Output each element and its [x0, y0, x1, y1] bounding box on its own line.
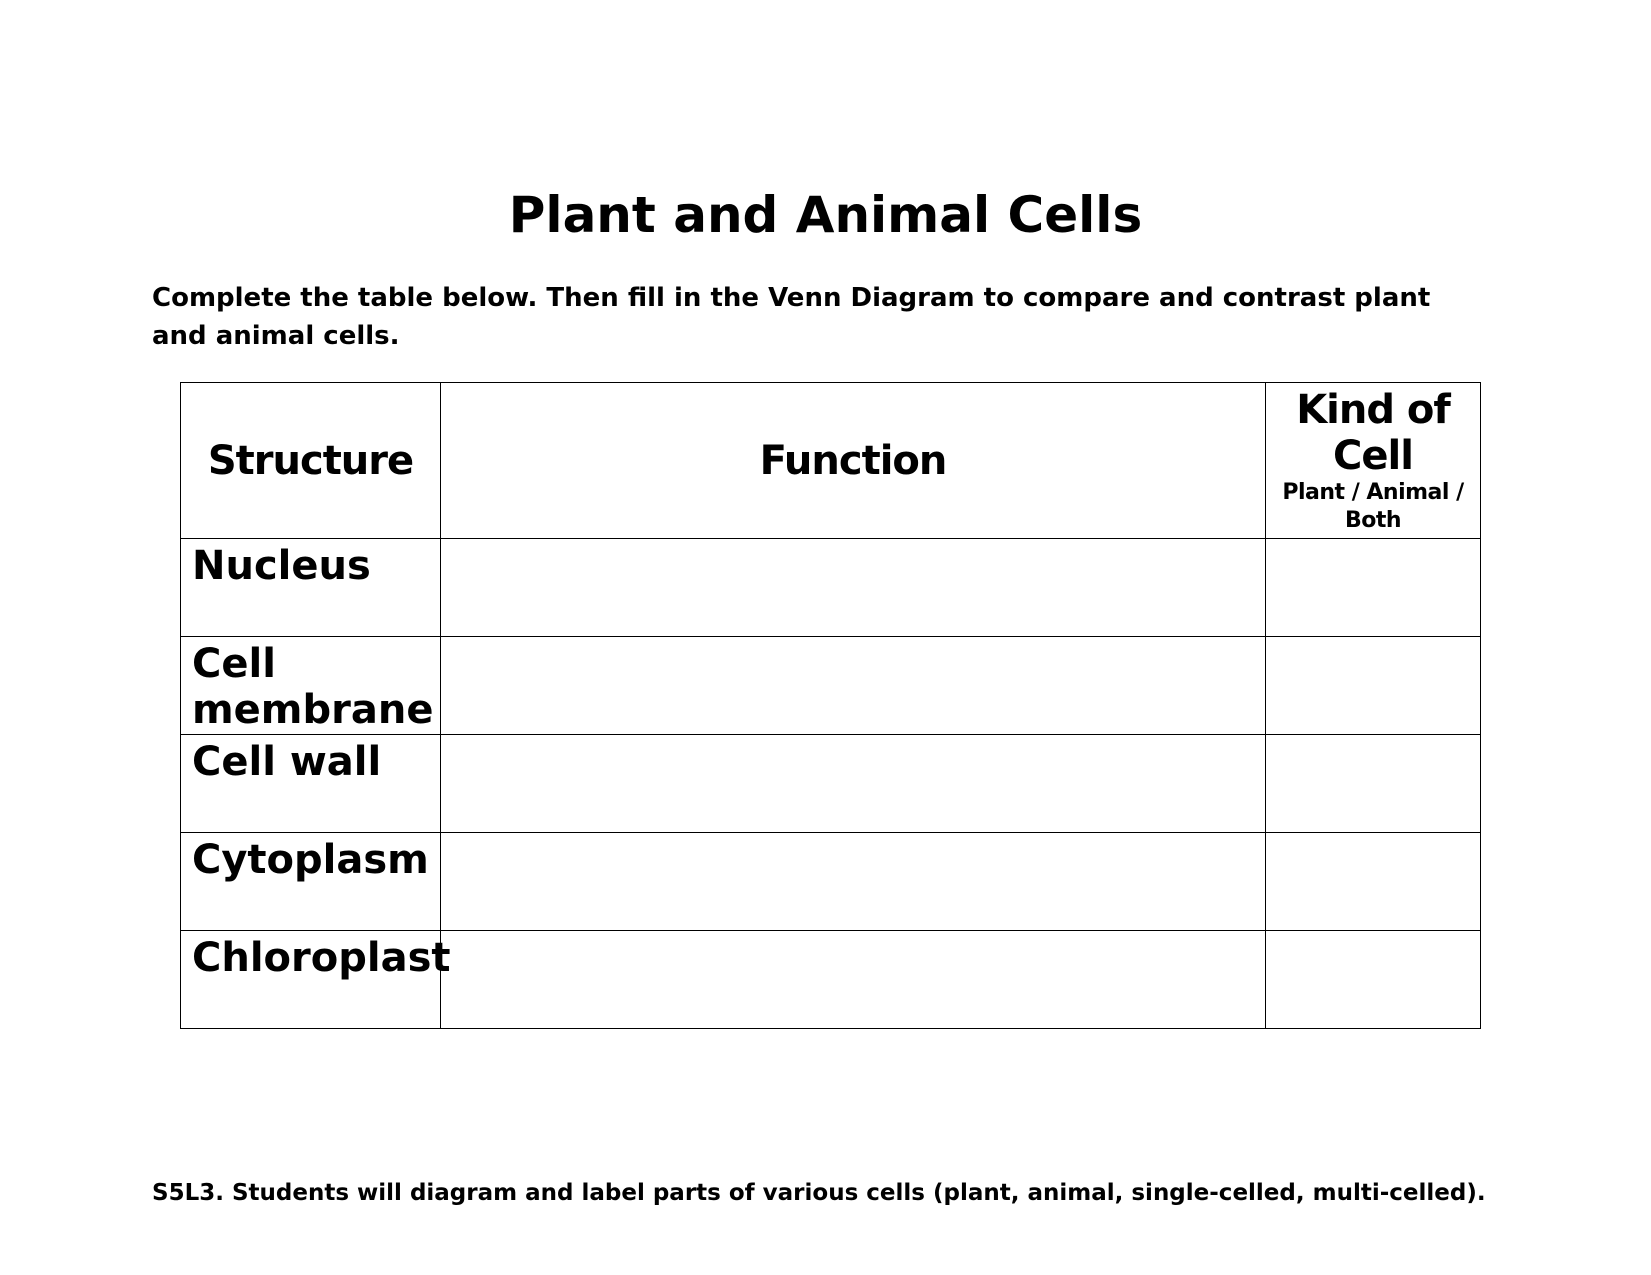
- header-kind-main: Kind of Cell: [1296, 386, 1450, 479]
- table-row: [181, 931, 1481, 1029]
- structure-cell-cell-membrane: Cell membrane: [181, 637, 441, 735]
- table-row: [181, 637, 1481, 735]
- kind-cell-cell-membrane[interactable]: [1266, 637, 1481, 735]
- header-kind-of-cell: [1266, 383, 1481, 539]
- kind-cell-cytoplasm[interactable]: [1266, 833, 1481, 931]
- function-cell-cell-membrane[interactable]: [441, 637, 1266, 735]
- header-kind-sub: Plant / Animal / Both: [1282, 479, 1464, 533]
- table-row: [181, 833, 1481, 931]
- table-header-row: [181, 383, 1481, 539]
- function-cell-chloroplast[interactable]: [441, 931, 1266, 1029]
- structure-cell-nucleus: Nucleus: [181, 539, 441, 637]
- structure-cell-cytoplasm: Cytoplasm: [181, 833, 441, 931]
- table-row: [181, 539, 1481, 637]
- header-structure: Structure: [181, 383, 441, 539]
- instructions-text: Complete the table below. Then fill in the Venn Diagram to compare and contrast plant and animal cells.: [152, 283, 1431, 351]
- table-row: [181, 735, 1481, 833]
- standard-note: S5L3. Students will diagram and label parts of various cells (plant, animal, single-celled, multi-celled).: [152, 1180, 1486, 1206]
- function-cell-nucleus[interactable]: [441, 539, 1266, 637]
- kind-cell-nucleus[interactable]: [1266, 539, 1481, 637]
- function-cell-cytoplasm[interactable]: [441, 833, 1266, 931]
- structure-cell-cell-wall: Cell wall: [181, 735, 441, 833]
- cell-structure-table: [180, 382, 1481, 1029]
- kind-cell-chloroplast[interactable]: [1266, 931, 1481, 1029]
- function-cell-cell-wall[interactable]: [441, 735, 1266, 833]
- kind-cell-cell-wall[interactable]: [1266, 735, 1481, 833]
- page-title: Plant and Animal Cells: [508, 186, 1143, 244]
- structure-cell-chloroplast: Chloroplast: [181, 931, 441, 1029]
- header-function: Function: [441, 383, 1266, 539]
